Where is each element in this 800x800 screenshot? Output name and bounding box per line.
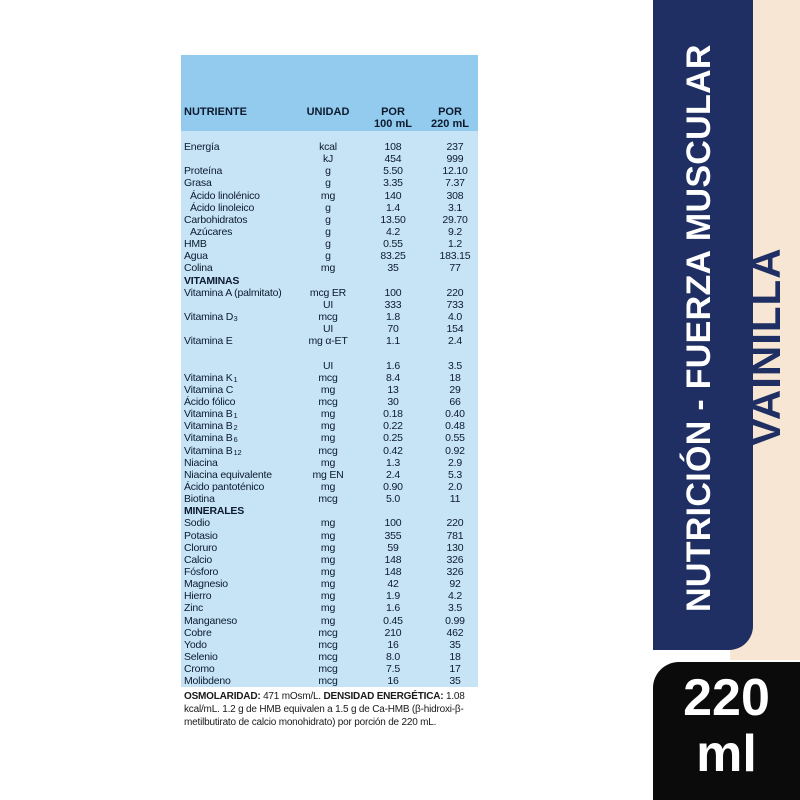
table-row: [181, 141, 478, 153]
table-body: [181, 141, 478, 687]
value-per-100ml: 0.90: [383, 480, 403, 493]
value-per-220ml: 29.70: [442, 213, 468, 226]
header-por100-line1: POR: [381, 106, 405, 118]
nutrient-name: Molibdeno: [184, 675, 231, 688]
nutrition-table: [181, 55, 478, 687]
nutrient-name: Ácido fólico: [184, 395, 236, 408]
table-row: [181, 615, 478, 627]
table-header: [181, 55, 478, 131]
nutrient-unit: g: [325, 165, 331, 178]
nutrient-unit: mg: [320, 541, 336, 554]
value-per-100ml: 210: [384, 626, 402, 639]
table-row: [181, 663, 478, 675]
nutrient-unit: mg: [320, 189, 336, 202]
nutrient-unit: mcg: [318, 626, 338, 639]
nutrient-unit: mg: [320, 565, 336, 578]
value-per-220ml: 0.99: [445, 614, 465, 627]
nutrient-unit: mg: [320, 383, 336, 396]
value-per-100ml: 108: [384, 141, 402, 153]
header-por100: [367, 106, 419, 130]
value-per-220ml: 462: [446, 626, 464, 639]
value-per-100ml: 4.2: [386, 225, 400, 238]
table-row: [181, 578, 478, 590]
header-unidad: UNIDAD: [306, 106, 350, 118]
value-per-100ml: 454: [384, 153, 402, 166]
value-per-220ml: 77: [449, 262, 461, 275]
value-per-220ml: 35: [449, 638, 461, 651]
nutrient-name: Vitamina C: [184, 383, 234, 396]
nutrient-unit: mcg ER: [309, 286, 347, 299]
nutrient-unit: mg EN: [312, 468, 344, 481]
value-per-220ml: 154: [446, 323, 464, 336]
nutrient-unit: mcg: [318, 638, 338, 651]
table-row: [181, 335, 478, 359]
nutrient-name: Ácido pantoténico: [184, 480, 265, 493]
value-per-220ml: 17: [449, 663, 461, 676]
nutrient-name: Niacina equivalente: [184, 468, 272, 481]
nutrient-name: Vitamina A (palmitato): [184, 286, 282, 299]
nutrient-name: VITAMINAS: [184, 274, 240, 287]
nutrient-name: Energía: [184, 141, 220, 153]
value-per-220ml: 18: [449, 371, 461, 384]
nutrient-name: Grasa: [184, 177, 212, 190]
nutrient-name: Biotina: [184, 493, 215, 506]
table-row: [181, 238, 478, 250]
header-por100-line2: 100 mL: [374, 118, 412, 130]
nutrient-name: Vitamina B: [184, 432, 233, 445]
nutrient-unit: mg: [320, 456, 336, 469]
value-per-220ml: 4.0: [448, 310, 462, 323]
value-per-100ml: 355: [384, 529, 402, 542]
nutrient-name: Niacina: [184, 456, 218, 469]
nutrient-name: Colina: [184, 262, 213, 275]
value-per-220ml: 0.48: [445, 420, 465, 433]
nutrient-unit: UI: [322, 359, 334, 372]
value-per-220ml: 999: [446, 153, 464, 166]
value-per-220ml: 92: [449, 578, 461, 591]
value-per-100ml: 100: [384, 286, 402, 299]
product-category-title: NUTRICIÓN - FUERZA MUSCULAR: [680, 44, 718, 612]
nutrient-name: Selenio: [184, 650, 218, 663]
value-per-220ml: 18: [449, 650, 461, 663]
nutrient-unit: mg: [320, 553, 336, 566]
value-per-100ml: 1.1: [386, 335, 400, 348]
nutrient-name: Cloruro: [184, 541, 218, 554]
value-per-220ml: 1.2: [448, 238, 462, 251]
osmolarity-value: 471 mOsm/L.: [260, 691, 321, 702]
table-row: [181, 627, 478, 639]
value-per-100ml: 1.3: [386, 456, 400, 469]
value-per-220ml: 5.3: [448, 468, 462, 481]
nutrient-unit: g: [325, 213, 331, 226]
value-per-100ml: 8.4: [386, 371, 400, 384]
value-per-100ml: 0.22: [383, 420, 403, 433]
value-per-100ml: 1.6: [386, 602, 400, 615]
table-row: [181, 554, 478, 566]
nutrient-unit: kJ: [322, 153, 334, 166]
table-row: [181, 675, 478, 687]
nutrient-name: Vitamina B: [184, 420, 233, 433]
value-per-220ml: 326: [446, 565, 464, 578]
density-value: 1.08 kcal/mL.: [184, 691, 465, 715]
table-row: [181, 153, 478, 165]
nutrient-name: Ácido linoleico: [190, 201, 255, 214]
nutrient-unit: mcg: [318, 663, 338, 676]
nutrient-unit: mg: [320, 578, 336, 591]
table-row: [181, 384, 478, 396]
value-per-100ml: 3.35: [383, 177, 403, 190]
table-row: [181, 481, 478, 493]
nutrient-unit: mg: [320, 480, 336, 493]
table-section-heading: [181, 505, 478, 517]
nutrient-name: Proteína: [184, 165, 223, 178]
value-per-100ml: 5.50: [383, 165, 403, 178]
nutrient-unit: mg: [320, 420, 336, 433]
value-per-220ml: 35: [449, 675, 461, 688]
value-per-100ml: 13: [387, 383, 399, 396]
value-per-100ml: 13.50: [380, 213, 406, 226]
value-per-100ml: 148: [384, 553, 402, 566]
nutrient-unit: mcg: [318, 310, 338, 323]
table-row: [181, 250, 478, 262]
value-per-220ml: 2.4: [448, 335, 462, 348]
value-per-100ml: 0.25: [383, 432, 403, 445]
table-row: [181, 517, 478, 529]
value-per-220ml: 3.5: [448, 602, 462, 615]
nutrient-name: Calcio: [184, 553, 212, 566]
nutrient-unit: g: [325, 250, 331, 263]
value-per-220ml: 7.37: [445, 177, 465, 190]
table-row: [181, 299, 478, 311]
nutrient-unit: mg α-ET: [308, 335, 348, 348]
nutrient-unit: mg: [320, 262, 336, 275]
value-per-220ml: 130: [446, 541, 464, 554]
nutrient-unit: mcg: [318, 371, 338, 384]
value-per-220ml: 183.15: [439, 250, 471, 263]
table-row: [181, 542, 478, 554]
value-per-220ml: 326: [446, 553, 464, 566]
nutrient-unit: g: [325, 201, 331, 214]
nutrient-unit: mg: [320, 432, 336, 445]
value-per-220ml: 3.1: [448, 201, 462, 214]
nutrient-name: Hierro: [184, 590, 212, 603]
header-por220-line2: 220 mL: [431, 118, 469, 130]
value-per-100ml: 333: [384, 298, 402, 311]
nutrient-name: HMB: [184, 238, 207, 251]
table-row: [181, 396, 478, 408]
value-per-100ml: 83.25: [380, 250, 406, 263]
table-row: [181, 190, 478, 202]
value-per-220ml: 220: [446, 517, 464, 530]
osmolarity-label: OSMOLARIDAD:: [184, 691, 261, 702]
value-per-100ml: 70: [387, 323, 399, 336]
value-per-100ml: 1.6: [386, 359, 400, 372]
value-per-220ml: 0.92: [445, 444, 465, 457]
value-per-100ml: 1.8: [386, 310, 400, 323]
value-per-220ml: 2.0: [448, 480, 462, 493]
value-per-100ml: 1.4: [386, 201, 400, 214]
nutrient-unit: mg: [320, 408, 336, 421]
nutrient-unit: UI: [322, 323, 334, 336]
value-per-220ml: 2.9: [448, 456, 462, 469]
table-row: Vitamina D 3 mcg 1.8 4.0: [181, 311, 478, 323]
value-per-220ml: 0.55: [445, 432, 465, 445]
value-per-220ml: 9.2: [448, 225, 462, 238]
value-per-100ml: 100: [384, 517, 402, 530]
table-row: [181, 214, 478, 226]
nutrient-name: Carbohidratos: [184, 213, 248, 226]
nutrient-unit: mcg: [318, 675, 338, 688]
nutrient-unit: mg: [320, 590, 336, 603]
table-row: [181, 602, 478, 614]
nutrient-name: Vitamina E: [184, 335, 233, 348]
nutrient-unit: mcg: [318, 650, 338, 663]
table-row: [181, 651, 478, 663]
value-per-100ml: 148: [384, 565, 402, 578]
value-per-220ml: 4.2: [448, 590, 462, 603]
table-row: [181, 165, 478, 177]
value-per-100ml: 8.0: [386, 650, 400, 663]
table-row: [181, 566, 478, 578]
value-per-220ml: 66: [449, 395, 461, 408]
value-per-100ml: 42: [387, 578, 399, 591]
value-per-220ml: 3.5: [448, 359, 462, 372]
table-row: [181, 639, 478, 651]
nutrient-name: Vitamina B: [184, 408, 233, 421]
nutrient-name: MINERALES: [184, 505, 245, 518]
nutrient-unit: mg: [320, 614, 336, 627]
nutrient-name: Sodio: [184, 517, 210, 530]
nutrient-unit: mg: [320, 529, 336, 542]
value-per-220ml: 29: [449, 383, 461, 396]
nutrient-unit: kcal: [319, 141, 337, 153]
nutrient-name: Cobre: [184, 626, 212, 639]
table-row: Vitamina B 2 mg 0.22 0.48: [181, 420, 478, 432]
value-per-220ml: 12.10: [442, 165, 468, 178]
volume-badge: [653, 662, 800, 800]
nutrient-name: Potasio: [184, 529, 218, 542]
nutrient-unit: g: [325, 177, 331, 190]
header-por220: [422, 106, 478, 130]
nutrient-unit: mcg: [318, 493, 338, 506]
value-per-100ml: 59: [387, 541, 399, 554]
value-per-100ml: 7.5: [386, 663, 400, 676]
nutrient-name: Azúcares: [190, 225, 233, 238]
nutrient-unit: mcg: [318, 444, 338, 457]
nutrient-unit: mcg: [318, 395, 338, 408]
nutrient-unit: mg: [320, 517, 336, 530]
nutrient-name: Manganeso: [184, 614, 238, 627]
value-per-100ml: 5.0: [386, 493, 400, 506]
nutrient-unit: mg: [320, 602, 336, 615]
table-row: [181, 360, 478, 372]
nutrient-name: Cromo: [184, 663, 215, 676]
value-per-100ml: 1.9: [386, 590, 400, 603]
table-row: [181, 177, 478, 189]
value-per-220ml: 220: [446, 286, 464, 299]
density-label: DENSIDAD ENERGÉTICA:: [323, 691, 444, 702]
nutrient-unit: g: [325, 225, 331, 238]
hmb-note: 1.2 g de HMB equivalen a 1.5 g de Ca-HMB (β-hidroxi-β-metilbutirato de calcio monohidrato) por porción de 220 mL.: [184, 704, 464, 728]
table-row: [181, 287, 478, 299]
table-row: [181, 590, 478, 602]
volume-number: 220: [683, 669, 770, 727]
header-nutriente: NUTRIENTE: [184, 106, 247, 118]
header-por220-line1: POR: [438, 106, 462, 118]
table-row: Vitamina B 6 mg 0.25 0.55: [181, 432, 478, 444]
value-per-100ml: 140: [384, 189, 402, 202]
table-row: [181, 469, 478, 481]
value-per-100ml: 0.55: [383, 238, 403, 251]
value-per-220ml: 11: [449, 493, 461, 506]
flavor-label: VAINILLA: [742, 247, 789, 446]
value-per-100ml: 2.4: [386, 468, 400, 481]
value-per-100ml: 0.42: [383, 444, 403, 457]
value-per-100ml: 0.45: [383, 614, 403, 627]
nutrient-name: Vitamina K: [184, 371, 233, 384]
table-row: [181, 493, 478, 505]
value-per-220ml: 308: [446, 189, 464, 202]
table-row: [181, 226, 478, 238]
value-per-100ml: 16: [387, 675, 399, 688]
table-row: [181, 202, 478, 214]
value-per-100ml: 35: [387, 262, 399, 275]
nutrient-unit: g: [325, 238, 331, 251]
footnote: [184, 690, 494, 729]
table-row: Vitamina K 1 mcg 8.4 18: [181, 372, 478, 384]
nutrient-name: Ácido linolénico: [190, 189, 260, 202]
table-row: Vitamina B 1 mg 0.18 0.40: [181, 408, 478, 420]
nutrient-name: Agua: [184, 250, 208, 263]
nutrient-unit: UI: [322, 298, 334, 311]
value-per-100ml: 16: [387, 638, 399, 651]
table-row: [181, 530, 478, 542]
table-row: [181, 323, 478, 335]
table-row: [181, 457, 478, 469]
nutrient-name: Yodo: [184, 638, 207, 651]
nutrient-name: Vitamina B: [184, 444, 233, 457]
nutrient-name: Zinc: [184, 602, 204, 615]
value-per-220ml: 781: [446, 529, 464, 542]
value-per-220ml: 237: [446, 141, 464, 153]
nutrient-name: Magnesio: [184, 578, 228, 591]
volume-unit: ml: [696, 725, 757, 783]
value-per-220ml: 0.40: [445, 408, 465, 421]
nutrient-name: Fósforo: [184, 565, 219, 578]
value-per-220ml: 733: [446, 298, 464, 311]
value-per-100ml: 30: [387, 395, 399, 408]
value-per-100ml: 0.18: [383, 408, 403, 421]
table-section-heading: [181, 275, 478, 287]
nutrient-name: Vitamina D: [184, 310, 234, 323]
table-row: [181, 262, 478, 274]
table-row: Vitamina B 12 mcg 0.42 0.92: [181, 445, 478, 457]
